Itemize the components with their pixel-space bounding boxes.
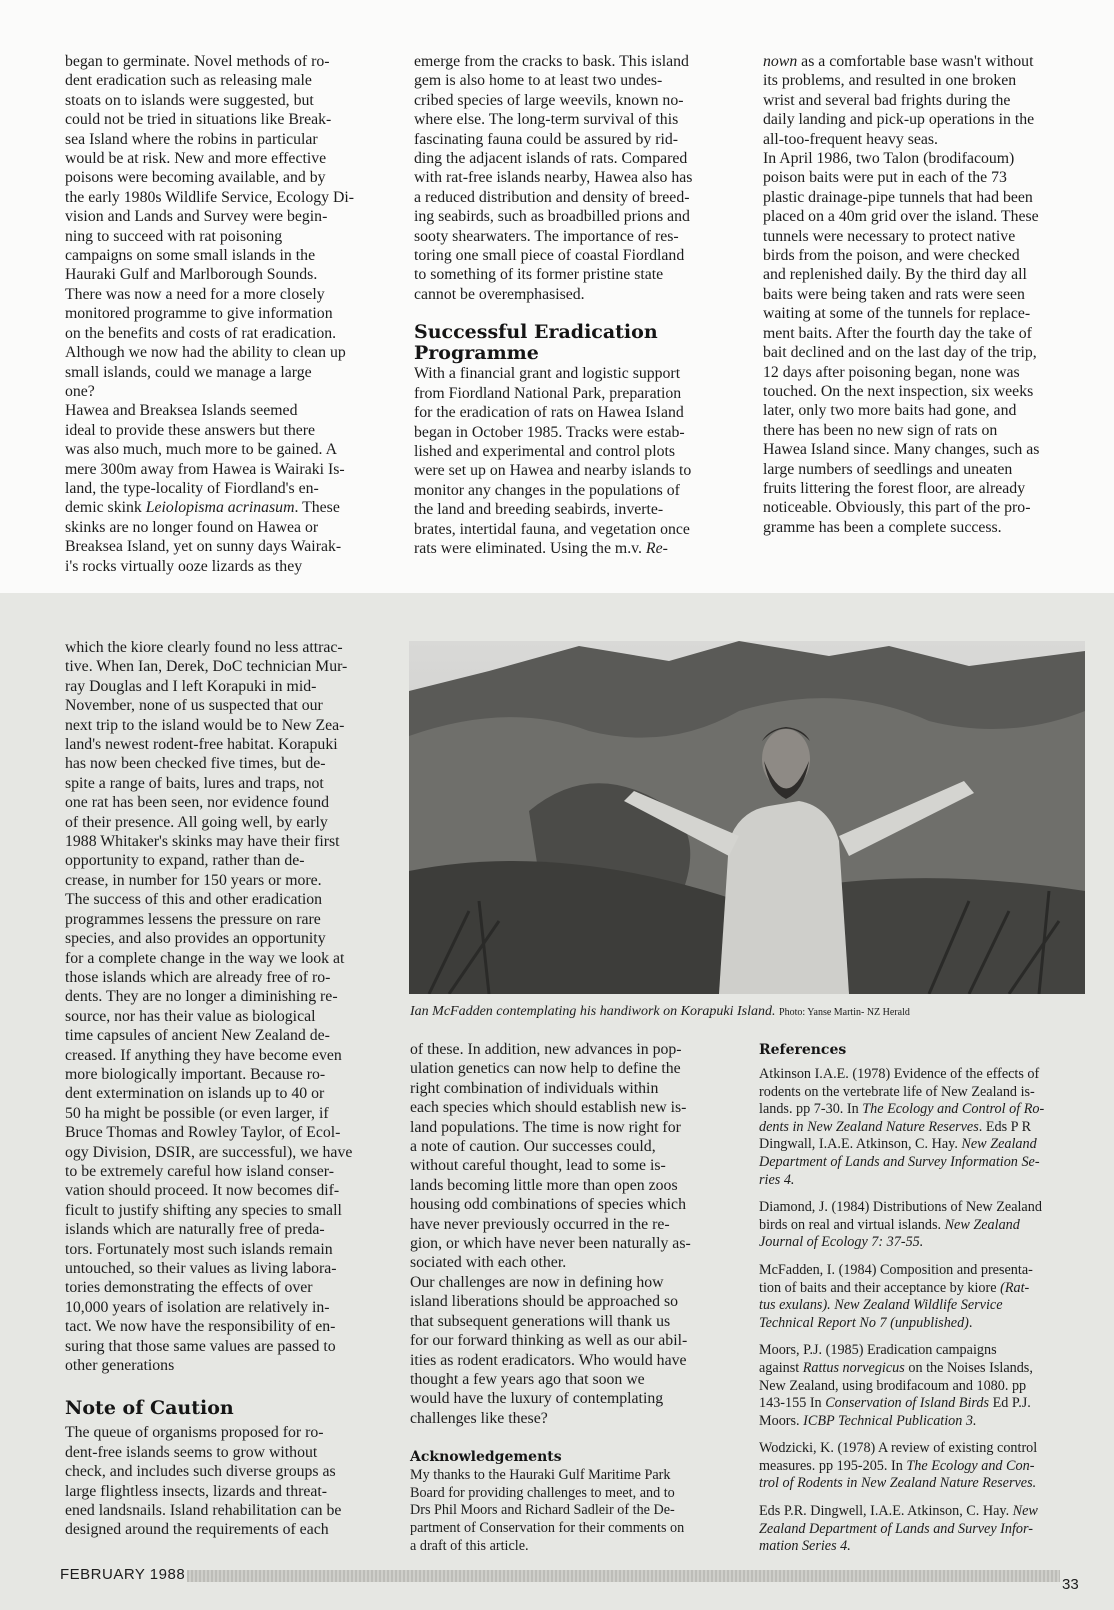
text-run: Hawea and Breaksea Islands seemed ideal to provide these answers but there was also much, much more to be gained. A mere 300m away from Hawea is Wairaki Is- land, the type-locality of Fiordland's en- demic skink: [65, 402, 345, 517]
photo-credit: Photo: Yanse Martin- NZ Herald: [779, 1007, 910, 1018]
reference-item: [759, 1342, 1079, 1430]
acknowledgements-heading: Acknowledgements: [410, 1449, 562, 1466]
text-run: Wodzicki, K. (1978) A review of existing control measures. pp 195-205. In: [759, 1440, 1038, 1474]
references-heading: References: [759, 1042, 847, 1058]
paragraph: Our challenges are now in defining how island liberations should be approached so that subsequent generations will thank us for our forward thinking as well as our abil- ities as rodent eradicators. Who would have thought a few years ago that soon we would have the luxury of contemplating challenges like these?: [410, 1273, 688, 1427]
text-run: Eds P.R. Dingwell, I.A.E. Atkinson, C. Hay.: [759, 1503, 1013, 1520]
text-run: The Ecology and Control of Ro- dents in New Zealand Nature Reserves: [759, 1101, 1045, 1135]
text-run: Ed P.J. Moors.: [759, 1395, 1031, 1429]
reference-item: [759, 1503, 1079, 1556]
species-name: Leiolopisma acrinasum: [145, 499, 295, 517]
issue-date: FEBRUARY 1988: [60, 1566, 186, 1583]
text-run: New Zealand Department of Lands and Survey Infor- mation Series 4.: [759, 1503, 1038, 1555]
text-run: Diamond, J. (1984) Distributions of New Zealand birds on real and virtual islands.: [759, 1199, 1042, 1233]
reference-item: [759, 1066, 1079, 1189]
paragraph: began to germinate. Novel methods of ro- dent eradication such as releasing male stoats on to islands were suggested, but could not be tried in situations like Break- sea Island where the robins in particular would be at risk. New and more effective poisons were becoming available, and by the early 1980s Wildlife Service, Ecology Di- vision and Lands and Survey were begin- ning to succeed with rat poisoning campaigns on some small islands in the Hauraki Gulf and Marlborough Sounds. There was now a need for a more closely monitored programme to give information on the benefits and costs of rat eradication. Although we now had the ability to clean up small islands, could we manage a large one?: [65, 53, 355, 400]
photo-illustration: [409, 641, 1085, 994]
text-run: Atkinson I.A.E. (1978) Evidence of the effects of rodents on the vertebrate life of New Zealand is- lands. pp 7-30. In: [759, 1066, 1040, 1118]
top-column-2: [414, 52, 744, 558]
section-heading: Note of Caution: [65, 1397, 234, 1420]
vessel-name: Re-: [645, 539, 668, 557]
top-column-1: [65, 52, 395, 576]
photo-caption: [410, 1004, 910, 1020]
text-run: as a comfortable base wasn't without its problems, and resulted in one broken wrist and several bad frights during the daily landing and pick-up operations in the all-too-frequent heavy seas.: [763, 53, 1035, 148]
text-run: With a financial grant and logistic support from Fiordland National Park, preparation for the eradication of rats on Hawea Island began in October 1985. Tracks were estab- lished and experimental and control plots were set up on Hawea and nearby islands to monitor any changes in the populations of the land and breeding seabirds, inverte- brates, intertidal fauna, and vegetation once rats were eliminated. Using the m.v.: [414, 365, 692, 557]
acknowledgements-text: My thanks to the Hauraki Gulf Maritime Park Board for providing challenges to meet, and to Drs Phil Moors and Richard Sadleir of the De- partment of Conservation for their comments on a draft of this article.: [410, 1467, 685, 1554]
page-number: 33: [1062, 1576, 1079, 1593]
text-run: .: [968, 1314, 973, 1331]
text-run: The Ecology and Con- trol of Rodents in New Zealand Nature Reserves.: [759, 1457, 1037, 1492]
text-run: . Eds P R Dingwall, I.A.E. Atkinson, C. Hay.: [759, 1118, 1032, 1153]
text-run: McFadden, I. (1984) Composition and presenta- tion of baits and their acceptance by kiore: [759, 1261, 1033, 1296]
text-run: ICBP Technical Publication 3.: [803, 1412, 977, 1429]
paragraph: of these. In addition, new advances in pop- ulation genetics can now help to define the right combination of individuals within each species which should establish new is- land populations. The time is now right for a note of caution. Our successes could, without careful thought, lead to some is- lands becoming little more than open zoos housing odd combinations of species which have never previously occurred in the re- gion, or which have never been naturally as- sociated with each other.: [410, 1041, 691, 1272]
island-photo: [409, 641, 1085, 994]
paragraph: In April 1986, two Talon (brodifacoum) poison baits were put in each of the 73 plastic drainage-pipe tunnels that had been placed on a 40m grid over the island. These tunnels were necessary to protect native birds from the poison, and were checked and replenished daily. By the third day all baits were being taken and rats were seen waiting at some of the tunnels for replace- ment baits. After the fourth day the take of bait declined and on the last day of the trip, 12 days after poisoning began, none was touched. On the next inspection, six weeks later, only two more baits had gone, and there has been no new sign of rats on Hawea Island since. Many changes, such as large numbers of seedlings and uneaten fruits littering the forest floor, are already noticeable. Obviously, this part of the pro- gramme has been a complete success.: [763, 150, 1040, 536]
caption-text: Ian McFadden contemplating his handiwork on Korapuki Island.: [410, 1004, 776, 1019]
text-run: New Zealand Department of Lands and Survey Information Se- ries 4.: [759, 1136, 1040, 1188]
paragraph: emerge from the cracks to bask. This island gem is also home to at least two undes- cribed species of large weevils, known no- where else. The long-term survival of this fascinating fauna could be assured by rid- ding the adjacent islands of rats. Compared with rat-free islands nearby, Hawea also has a reduced distribution and density of breed- ing seabirds, such as broadbilled prions and sooty shearwaters. The importance of res- toring one small piece of coastal Fiordland to something of its former pristine state cannot be overemphasised.: [414, 53, 693, 303]
paragraph: [763, 52, 1093, 149]
text-run: on the Noises Islands, New Zealand, using brodifacoum and 1080. pp 143-155 In: [759, 1359, 1033, 1412]
paragraph: which the kiore clearly found no less attrac- tive. When Ian, Derek, DoC technician Mur- ray Douglas and I left Korapuki in mid- November, none of us suspected that our next trip to the island would be to New Zea- land's newest rodent-free habitat. Korapuki has now been checked five times, but de- spite a range of baits, lures and traps, not one rat has been seen, nor evidence found of their presence. All going well, by early 1988 Whitaker's skinks may have their first opportunity to expand, rather than de- crease, in number for 150 years or more.: [65, 639, 348, 889]
footer-rule: [187, 1570, 1060, 1582]
paragraph: [65, 401, 395, 576]
paragraph: The queue of organisms proposed for ro- dent-free islands seems to grow without check, and includes such diverse groups as large flightless insects, lizards and threat- ened landsnails. Island rehabilitation can be designed around the requirements of each: [65, 1424, 342, 1539]
paragraph: The success of this and other eradication programmes lessens the pressure on rare species, and also provides an opportunity for a complete change in the way we look at those islands which are already free of ro- dents. They are no longer a diminishing re- source, nor has their value as biological time capsules of ancient New Zealand de- creased. If anything they have become even more biologically important. Because ro- dent extermination on islands up to 40 or 50 ha might be possible (or even larger, if Bruce Thomas and Rowley Taylor, of Ecol- ogy Division, DSIR, are successful), we have to be extremely careful how island conser- vation should proceed. It now becomes dif- ficult to justify shifting any species to small islands which are naturally free of preda- tors. Fortunately most such islands remain untouched, so their values as living labora- tories demonstrating the effects of over 10,000 years of isolation are relatively in- tact. We now have the responsibility of en- suring that those same values are passed to other generations: [65, 891, 353, 1375]
bottom-column-middle: [410, 1040, 740, 1565]
text-run: (Rat- tus exulans). New Zealand Wildlife Service Technical Report No 7 (unpublished): [759, 1279, 1030, 1331]
bottom-column-left: [65, 638, 395, 1540]
text-run: . These skinks are no longer found on Hawea or Breaksea Island, yet on sunny days Wairak- i's rocks virtually ooze lizards as they: [65, 499, 342, 575]
text-run: Conservation of Island Birds: [825, 1395, 990, 1412]
reference-item: [759, 1262, 1079, 1332]
paragraph: [414, 364, 744, 558]
text-run: Moors, P.J. (1985) Eradication campaigns against: [759, 1342, 997, 1376]
text-run: Rattus norvegicus: [802, 1359, 905, 1376]
section-heading: Successful Eradication Programme: [414, 321, 658, 365]
references-column: [759, 1042, 1079, 1566]
text-run: New Zealand Journal of Ecology 7: 37-55.: [759, 1216, 1020, 1251]
vessel-name: nown: [763, 53, 798, 70]
reference-item: [759, 1440, 1079, 1493]
reference-item: [759, 1199, 1079, 1252]
top-column-3: [763, 52, 1093, 537]
